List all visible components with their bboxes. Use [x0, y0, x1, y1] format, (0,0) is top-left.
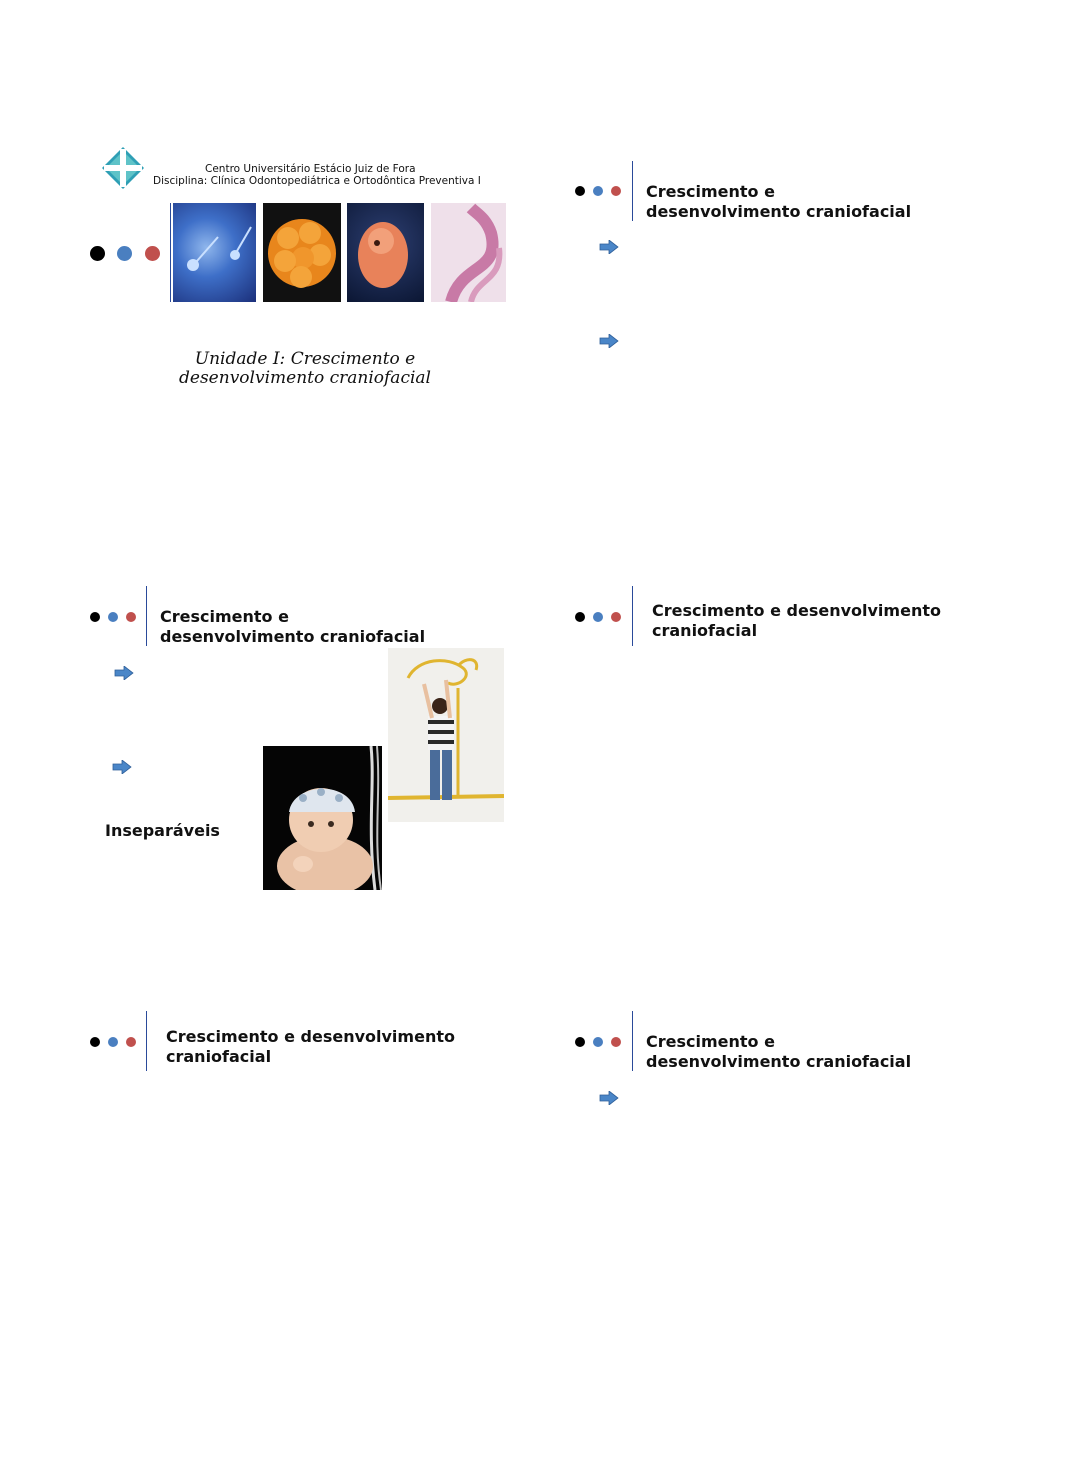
divider-rule [632, 161, 633, 221]
decorative-dots [575, 612, 621, 622]
divider-rule [146, 586, 147, 646]
unit-title: Unidade I: Crescimento e desenvolvimento craniofacial [179, 349, 431, 388]
estacio-logo-icon [101, 146, 145, 190]
divider-rule [632, 1011, 633, 1071]
histology-photo [431, 203, 506, 302]
arrow-bullet-icon [112, 760, 132, 774]
decorative-dots [90, 1037, 136, 1047]
arrow-bullet-icon [599, 240, 619, 254]
divider-rule [146, 1011, 147, 1071]
sperm-egg-photo [173, 203, 256, 302]
child-growth-chart-photo [388, 648, 504, 822]
morula-photo [263, 203, 341, 302]
baby-eeg-photo [263, 746, 382, 890]
decorative-dots [575, 1037, 621, 1047]
slide-title: Crescimento e desenvolvimento craniofacial [646, 1032, 912, 1071]
slide-title: Crescimento e desenvolvimento craniofacial [166, 1027, 455, 1066]
divider-rule [170, 203, 171, 302]
discipline-name: Disciplina: Clínica Odontopediátrica e Ortodôntica Preventiva I [153, 175, 481, 187]
decorative-dots [90, 612, 136, 622]
divider-rule [632, 586, 633, 646]
slide-title: Crescimento e desenvolvimento craniofacial [652, 601, 941, 640]
inseparable-label: Inseparáveis [105, 821, 220, 840]
embryo-photo [347, 203, 424, 302]
decorative-dots [575, 186, 621, 196]
slide-title: Crescimento e desenvolvimento craniofacial [646, 182, 912, 221]
arrow-bullet-icon [114, 666, 134, 680]
arrow-bullet-icon [599, 334, 619, 348]
arrow-bullet-icon [599, 1091, 619, 1105]
decorative-dots [90, 246, 162, 261]
slide-title: Crescimento e desenvolvimento craniofacial [160, 607, 426, 646]
institution-name: Centro Universitário Estácio Juiz de Fora [205, 163, 416, 175]
